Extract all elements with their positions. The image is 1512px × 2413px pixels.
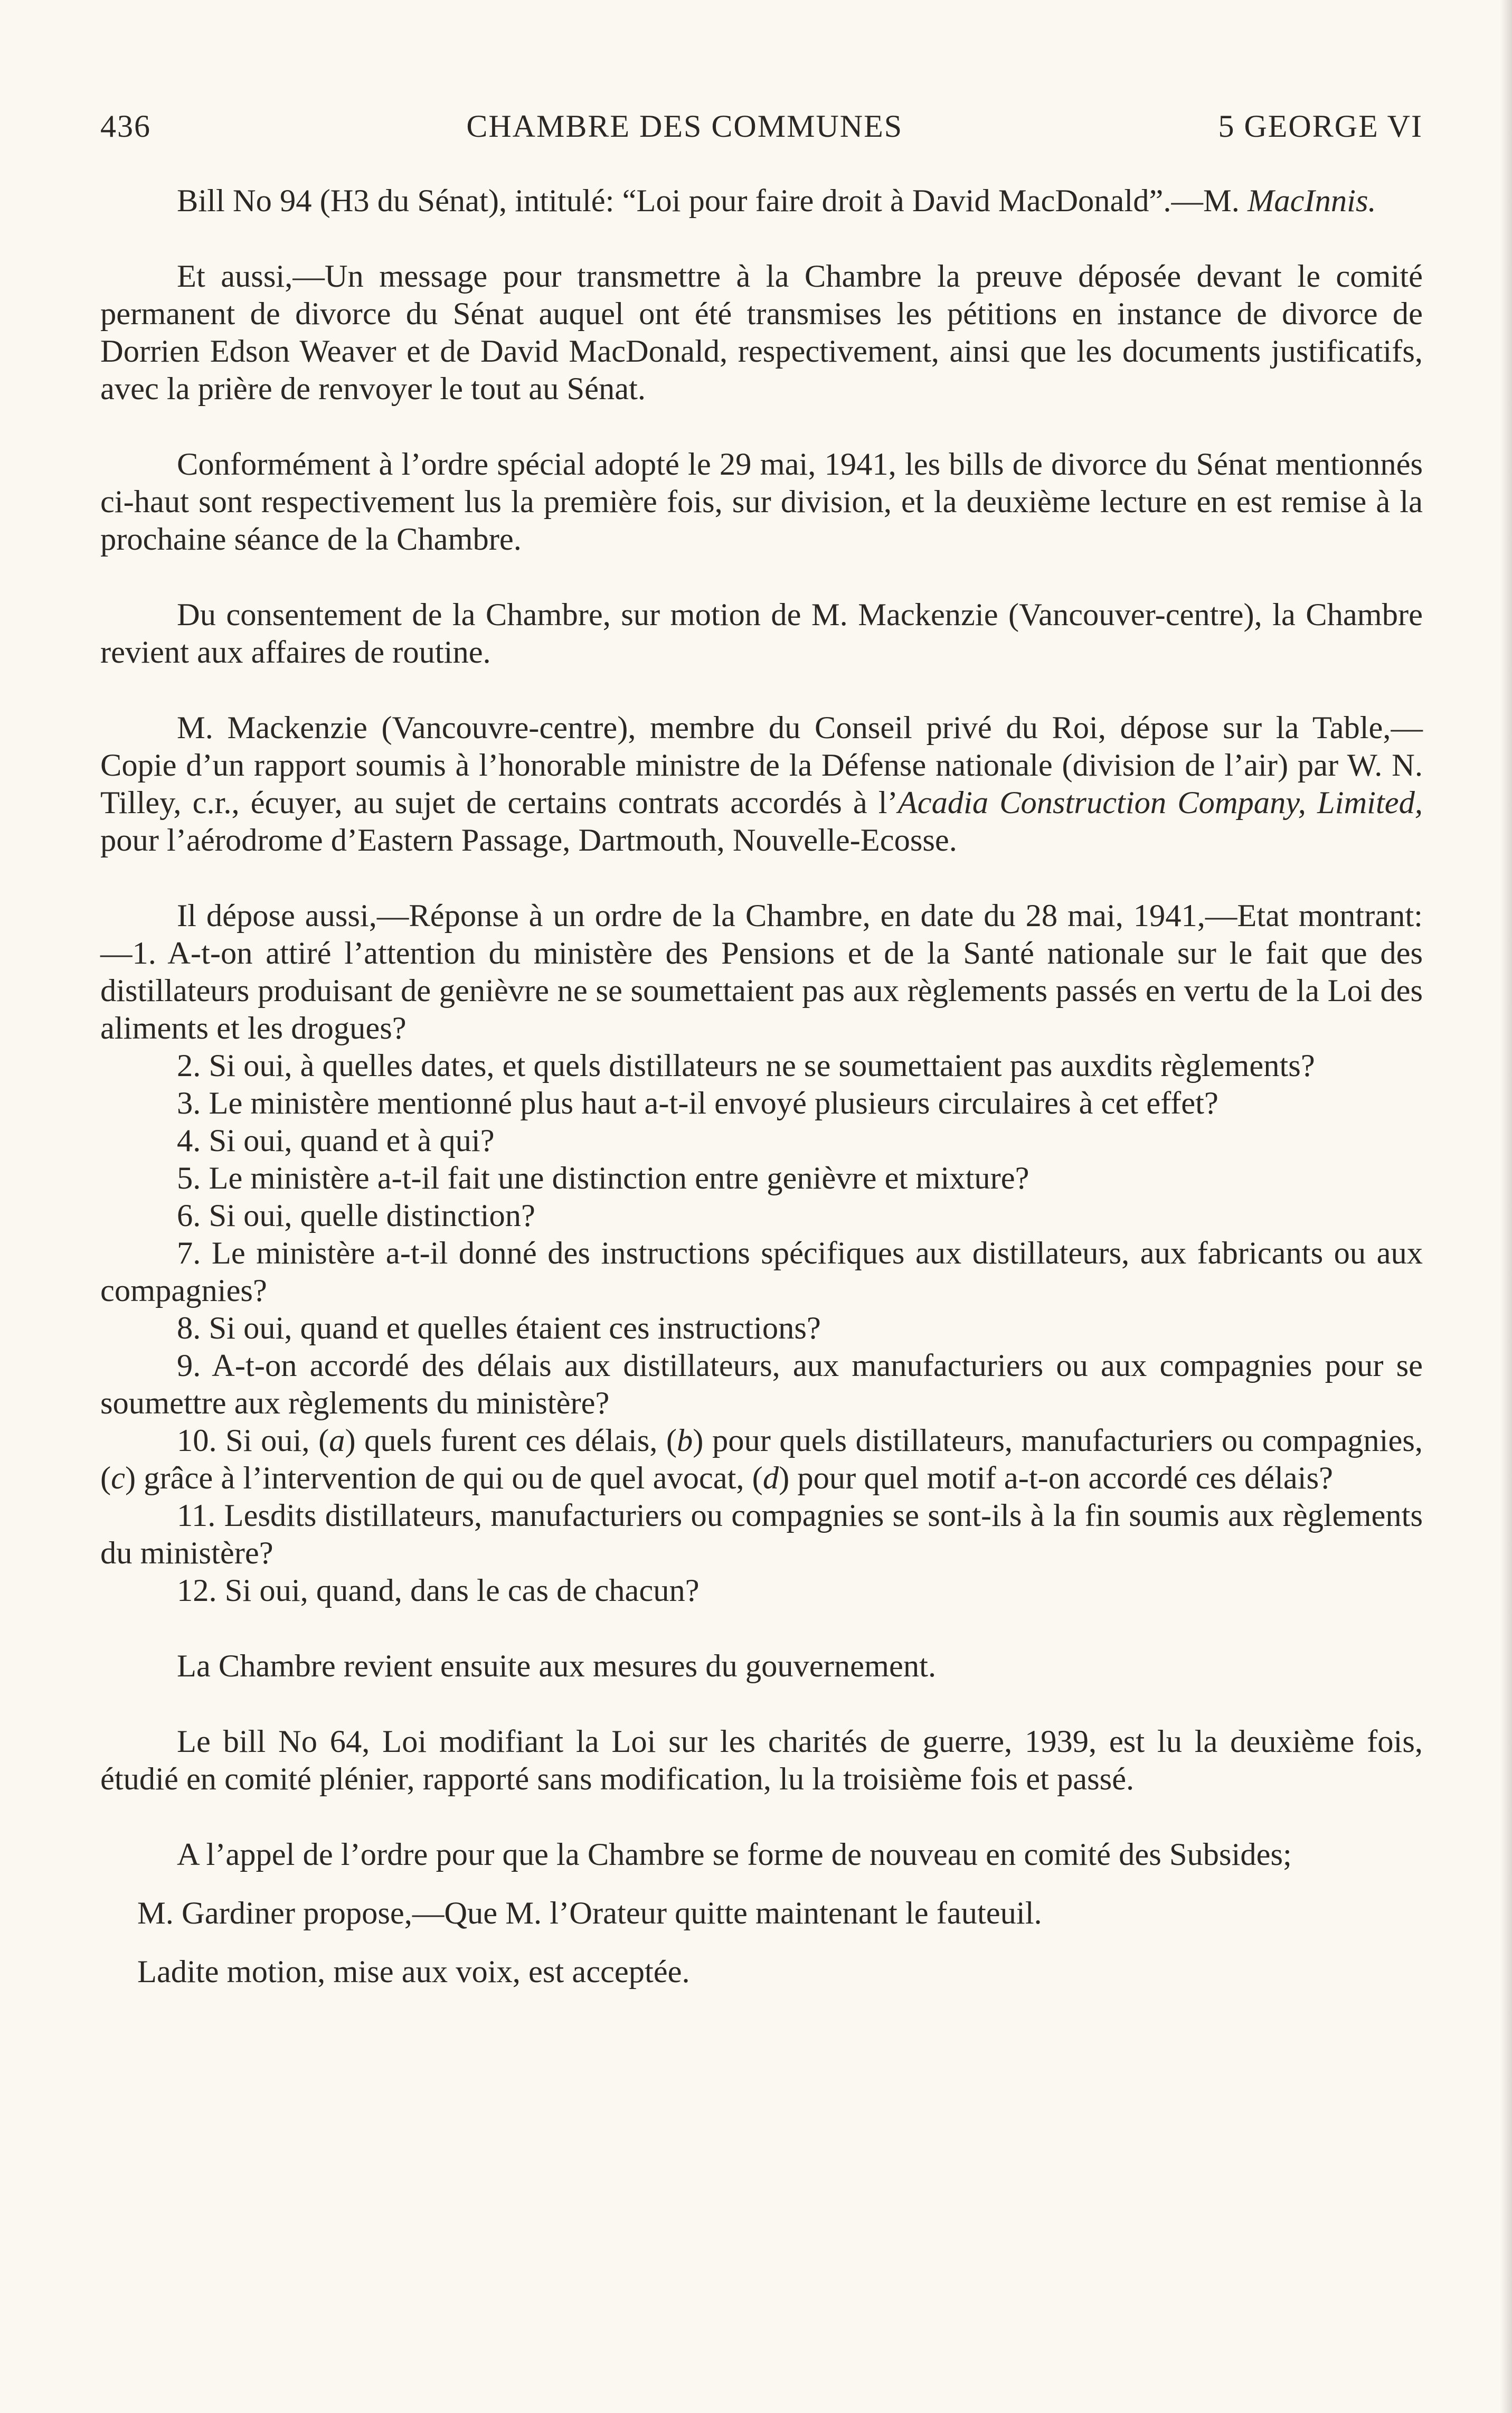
- question-list: [100, 1047, 1423, 1609]
- paragraph-gardiner-motion: M. Gardiner propose,—Que M. l’Orateur quitte maintenant le fauteuil.: [137, 1896, 1042, 1931]
- company-name: Acadia Construction Company, Limited,: [897, 785, 1423, 821]
- question-item: 9. A-t-on accordé des délais aux distillateurs, aux manufacturiers ou aux compagnies pour se soumettre aux règlements du ministère?: [100, 1348, 1423, 1421]
- question-item: 5. Le ministère a-t-il fait une distinction entre genièvre et mixture?: [177, 1161, 1029, 1196]
- question-item-10: 10. Si oui, (a) quels furent ces délais, (b) pour quels distillateurs, manufacturiers ou compagnies, (c) grâce à l’intervention de qui ou de quel avocat, (d) pour quel motif a-t-on accordé ces délais?: [100, 1423, 1423, 1496]
- paragraph-government-orders: La Chambre revient ensuite aux mesures du gouvernement.: [177, 1648, 937, 1684]
- header-reign: 5 GEORGE VI: [1218, 109, 1423, 144]
- question-item: 8. Si oui, quand et quelles étaient ces instructions?: [177, 1311, 821, 1346]
- paragraph-senate-message: Et aussi,—Un message pour transmettre à la Chambre la preuve déposée devant le comité permanent de divorce du Sénat auquel ont été transmises les pétitions en instance de divorce de Dorrien Edson Weaver et de David MacDonald, respectivement, ainsi que les documents justificatifs, avec la prière de renvoyer le tout au Sénat.: [100, 259, 1423, 407]
- paragraph-return-order: Il dépose aussi,—Réponse à un ordre de la Chambre, en date du 28 mai, 1941,—Etat montrant:—1. A-t-on attiré l’attention du ministère des Pensions et de la Santé nationale sur le fait que des distillateurs produisant de genièvre ne se soumettaient pas aux règlements passés en vertu de la Loi des aliments et les drogues?: [100, 898, 1423, 1046]
- question-item: 3. Le ministère mentionné plus haut a-t-il envoyé plusieurs circulaires à cet effet?: [177, 1086, 1218, 1121]
- paragraph-consent: Du consentement de la Chambre, sur motion de M. Mackenzie (Vancouver-centre), la Chambre revient aux affaires de routine.: [100, 597, 1423, 670]
- member-name: MacInnis.: [1248, 183, 1376, 219]
- question-item: 4. Si oui, quand et à qui?: [177, 1123, 495, 1158]
- paragraph-bill-64: Le bill No 64, Loi modifiant la Loi sur les charités de guerre, 1939, est lu la deuxième fois, étudié en comité plénier, rapporté sans modification, lu la troisième fois et passé.: [100, 1724, 1423, 1797]
- question-item: 2. Si oui, à quelles dates, et quels distillateurs ne se soumettaient pas auxdits règlements?: [177, 1048, 1315, 1083]
- paragraph-special-order: Conformément à l’ordre spécial adopté le 29 mai, 1941, les bills de divorce du Sénat mentionnés ci-haut sont respectivement lus la première fois, sur division, et la deuxième lecture en est remise à la prochaine séance de la Chambre.: [100, 447, 1423, 557]
- running-header: [100, 108, 1423, 150]
- document-page: [100, 108, 1423, 1991]
- question-item: 6. Si oui, quelle distinction?: [177, 1198, 535, 1233]
- question-item: 7. Le ministère a-t-il donné des instructions spécifiques aux distillateurs, aux fabricants ou aux compagnies?: [100, 1236, 1423, 1308]
- paragraph-bill-94: Bill No 94 (H3 du Sénat), intitulé: “Loi pour faire droit à David MacDonald”.—M. MacInnis.: [177, 183, 1376, 219]
- page-number: 436: [100, 109, 151, 144]
- paragraph-report-tabled: M. Mackenzie (Vancouvre-centre), membre du Conseil privé du Roi, dépose sur la Table,—Copie d’un rapport soumis à l’honorable ministre de la Défense nationale (division de l’air) par W. N. Tilley, c.r., écuyer, au sujet de certains contrats accordés à l’Acadia Construction Company, Limited, pour l’aérodrome d’Eastern Passage, Dartmouth, Nouvelle-Ecosse.: [100, 710, 1423, 858]
- paragraph-supply-committee: A l’appel de l’ordre pour que la Chambre se forme de nouveau en comité des Subsides;: [177, 1837, 1292, 1872]
- body-text: [100, 182, 1423, 1991]
- page-edge-shadow: [1500, 0, 1512, 2413]
- paragraph-motion-accepted: Ladite motion, mise aux voix, est acceptée.: [137, 1954, 690, 1990]
- header-title: CHAMBRE DES COMMUNES: [466, 109, 903, 144]
- question-item-11: 11. Lesdits distillateurs, manufacturiers ou compagnies se sont-ils à la fin soumis aux règlements du ministère?: [100, 1498, 1423, 1571]
- question-item-12: 12. Si oui, quand, dans le cas de chacun?: [177, 1573, 700, 1608]
